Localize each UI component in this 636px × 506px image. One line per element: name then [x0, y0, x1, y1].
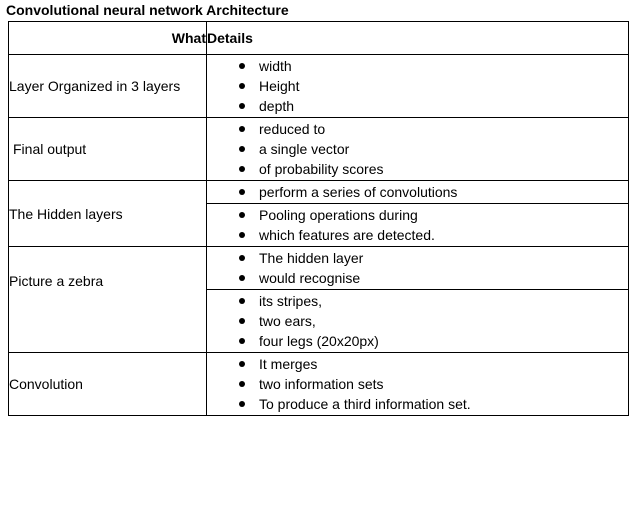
bullet-item: width — [235, 56, 628, 76]
what-label: Final output — [13, 141, 87, 157]
bullet-item: The hidden layer — [235, 248, 628, 268]
bullet-item: It merges — [235, 354, 628, 374]
details-cell — [207, 55, 629, 118]
bullet-item: reduced to — [235, 119, 628, 139]
bullet-item: two ears, — [235, 311, 628, 331]
bullet-item: two information sets — [235, 374, 628, 394]
bullet-item: To produce a third information set. — [235, 394, 628, 414]
header-what: What — [9, 22, 207, 55]
bullet-list — [207, 182, 628, 202]
bullet-list — [207, 248, 628, 288]
bullet-list — [207, 354, 628, 414]
table-row — [9, 55, 629, 118]
architecture-table — [8, 21, 629, 416]
bullet-item: four legs (20x20px) — [235, 331, 628, 351]
bullet-item: Pooling operations during — [235, 205, 628, 225]
details-cell — [207, 181, 629, 204]
details-cell — [207, 118, 629, 181]
bullet-item: its stripes, — [235, 291, 628, 311]
bullet-item: would recognise — [235, 268, 628, 288]
table-row — [9, 247, 629, 290]
what-cell: Layer Organized in 3 layers — [9, 55, 207, 118]
details-cell — [207, 290, 629, 353]
what-cell: Picture a zebra — [9, 247, 207, 353]
document-title: Convolutional neural network Architecture — [6, 2, 289, 18]
header-details: Details — [207, 22, 629, 55]
bullet-item: depth — [235, 96, 628, 116]
bullet-item: perform a series of convolutions — [235, 182, 628, 202]
bullet-list — [207, 291, 628, 351]
details-cell — [207, 204, 629, 247]
table-row — [9, 118, 629, 181]
table-row — [9, 353, 629, 416]
bullet-list — [207, 119, 628, 179]
header-row — [9, 22, 629, 55]
what-cell: The Hidden layers — [9, 181, 207, 247]
details-cell — [207, 247, 629, 290]
bullet-item: of probability scores — [235, 159, 628, 179]
what-cell: Convolution — [9, 353, 207, 416]
bullet-item: a single vector — [235, 139, 628, 159]
bullet-item: which features are detected. — [235, 225, 628, 245]
table-row — [9, 181, 629, 204]
bullet-item: Height — [235, 76, 628, 96]
bullet-list — [207, 205, 628, 245]
bullet-list — [207, 56, 628, 116]
what-cell — [9, 118, 207, 181]
details-cell — [207, 353, 629, 416]
